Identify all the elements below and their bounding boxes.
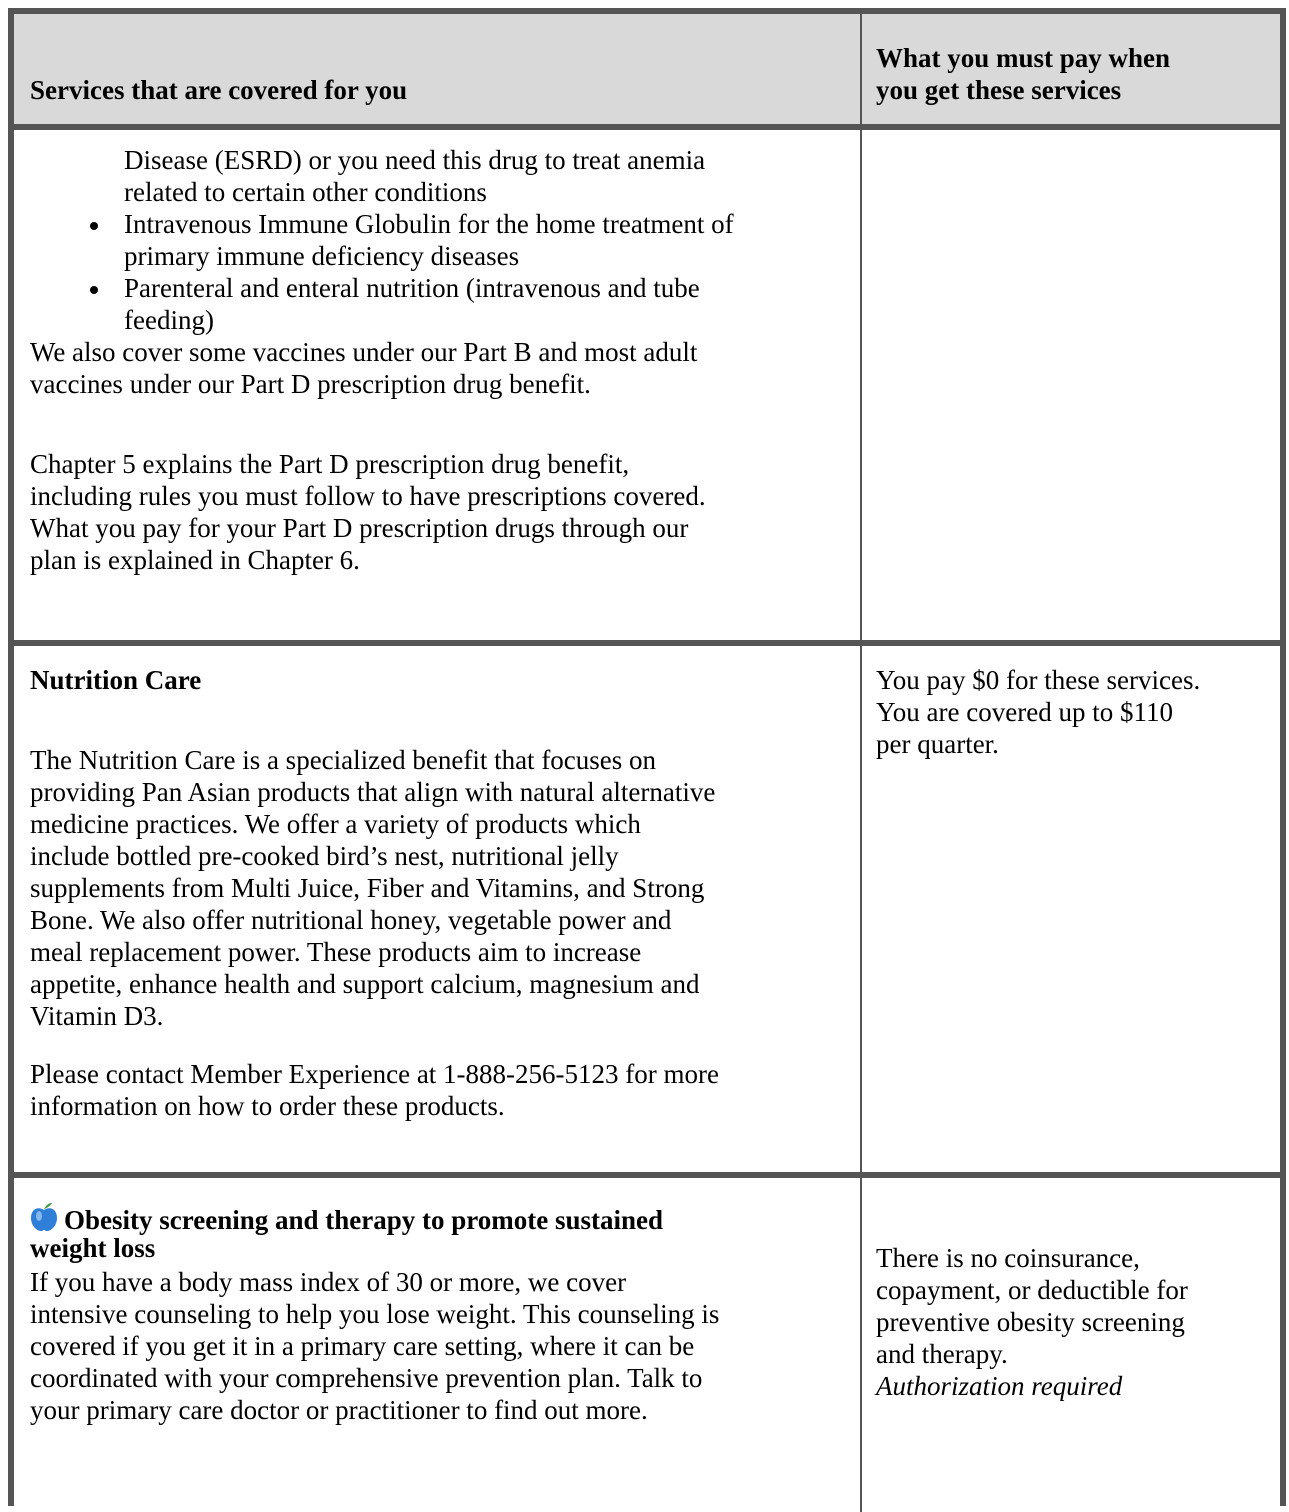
nutrition-desc-line: Bone. We also offer nutritional honey, vegetable power and: [30, 905, 672, 935]
continued-text-line2: related to certain other conditions: [124, 177, 487, 207]
row2-services-cell: [14, 646, 862, 1172]
vaccines-paragraph-line1: We also cover some vaccines under our Part B and most adult: [30, 337, 698, 367]
header-col-payment: [862, 14, 1280, 124]
nutrition-desc-line: appetite, enhance health and support calcium, magnesium and: [30, 969, 700, 999]
chapter5-paragraph-line2: including rules you must follow to have prescriptions covered.: [30, 481, 706, 511]
chapter5-paragraph-line1: Chapter 5 explains the Part D prescription drug benefit,: [30, 449, 630, 479]
nutrition-desc-line: The Nutrition Care is a specialized benefit that focuses on: [30, 745, 657, 775]
bullet-list: [30, 208, 734, 336]
authorization-note: Authorization required: [876, 1371, 1123, 1401]
row1-payment-cell: [862, 130, 1280, 640]
table-row: [14, 130, 1280, 646]
row3-services-cell: [14, 1178, 862, 1512]
nutrition-pay-line3: per quarter.: [876, 729, 999, 759]
nutrition-desc-line: meal replacement power. These products aim to increase: [30, 937, 642, 967]
row3-payment-cell: [862, 1178, 1280, 1512]
header-payment-label-line1: What you must pay when: [876, 43, 1171, 73]
nutrition-desc-line: Vitamin D3.: [30, 1001, 164, 1031]
header-payment-label-line2: you get these services: [876, 75, 1122, 105]
bullet-icon: [90, 222, 98, 230]
obesity-title-line1: Obesity screening and therapy to promote sustained: [30, 1200, 663, 1239]
obesity-pay-line4: and therapy.: [876, 1339, 1008, 1369]
obesity-desc-line: covered if you get it in a primary care setting, where it can be: [30, 1331, 695, 1361]
nutrition-desc-line: include bottled pre-cooked bird’s nest, nutritional jelly: [30, 841, 619, 871]
benefits-table: [8, 8, 1286, 1506]
header-col-services: [14, 14, 862, 124]
list-item: Intravenous Immune Globulin for the home treatment of primary immune deficiency diseases: [30, 208, 734, 272]
chapter5-paragraph-line4: plan is explained in Chapter 6.: [30, 545, 360, 575]
obesity-desc-line: If you have a body mass index of 30 or more, we cover: [30, 1267, 627, 1297]
table-row: [14, 1178, 1280, 1512]
contact-line2: information on how to order these products.: [30, 1091, 505, 1121]
obesity-pay-line2: copayment, or deductible for: [876, 1275, 1188, 1305]
obesity-desc-line: coordinated with your comprehensive prevention plan. Talk to: [30, 1363, 703, 1393]
obesity-pay-line3: preventive obesity screening: [876, 1307, 1185, 1337]
obesity-desc-line: intensive counseling to help you lose weight. This counseling is: [30, 1299, 720, 1329]
nutrition-care-title: Nutrition Care: [30, 665, 202, 695]
list-item: Parenteral and enteral nutrition (intravenous and tube feeding): [30, 272, 734, 336]
row2-payment-cell: [862, 646, 1280, 1172]
table-row: [14, 646, 1280, 1178]
nutrition-desc-line: supplements from Multi Juice, Fiber and Vitamins, and Strong: [30, 873, 705, 903]
nutrition-desc-line: medicine practices. We offer a variety of products which: [30, 809, 641, 839]
nutrition-pay-line2: You are covered up to $110: [876, 697, 1173, 727]
continued-text-line1: Disease (ESRD) or you need this drug to treat anemia: [124, 145, 706, 175]
nutrition-pay-line1: You pay $0 for these services.: [876, 665, 1201, 695]
obesity-desc-line: your primary care doctor or practitioner to find out more.: [30, 1395, 648, 1425]
header-services-label: Services that are covered for you: [30, 75, 408, 105]
table-header-row: [14, 14, 1280, 130]
nutrition-desc-line: providing Pan Asian products that align with natural alternative: [30, 777, 716, 807]
row1-services-cell: [14, 130, 862, 640]
obesity-pay-line1: There is no coinsurance,: [876, 1243, 1140, 1273]
bullet-icon: [90, 286, 98, 294]
obesity-title-line2: weight loss: [30, 1233, 156, 1263]
contact-line1: Please contact Member Experience at 1-888-256-5123 for more: [30, 1059, 719, 1089]
vaccines-paragraph-line2: vaccines under our Part D prescription drug benefit.: [30, 369, 591, 399]
chapter5-paragraph-line3: What you pay for your Part D prescription drugs through our: [30, 513, 689, 543]
